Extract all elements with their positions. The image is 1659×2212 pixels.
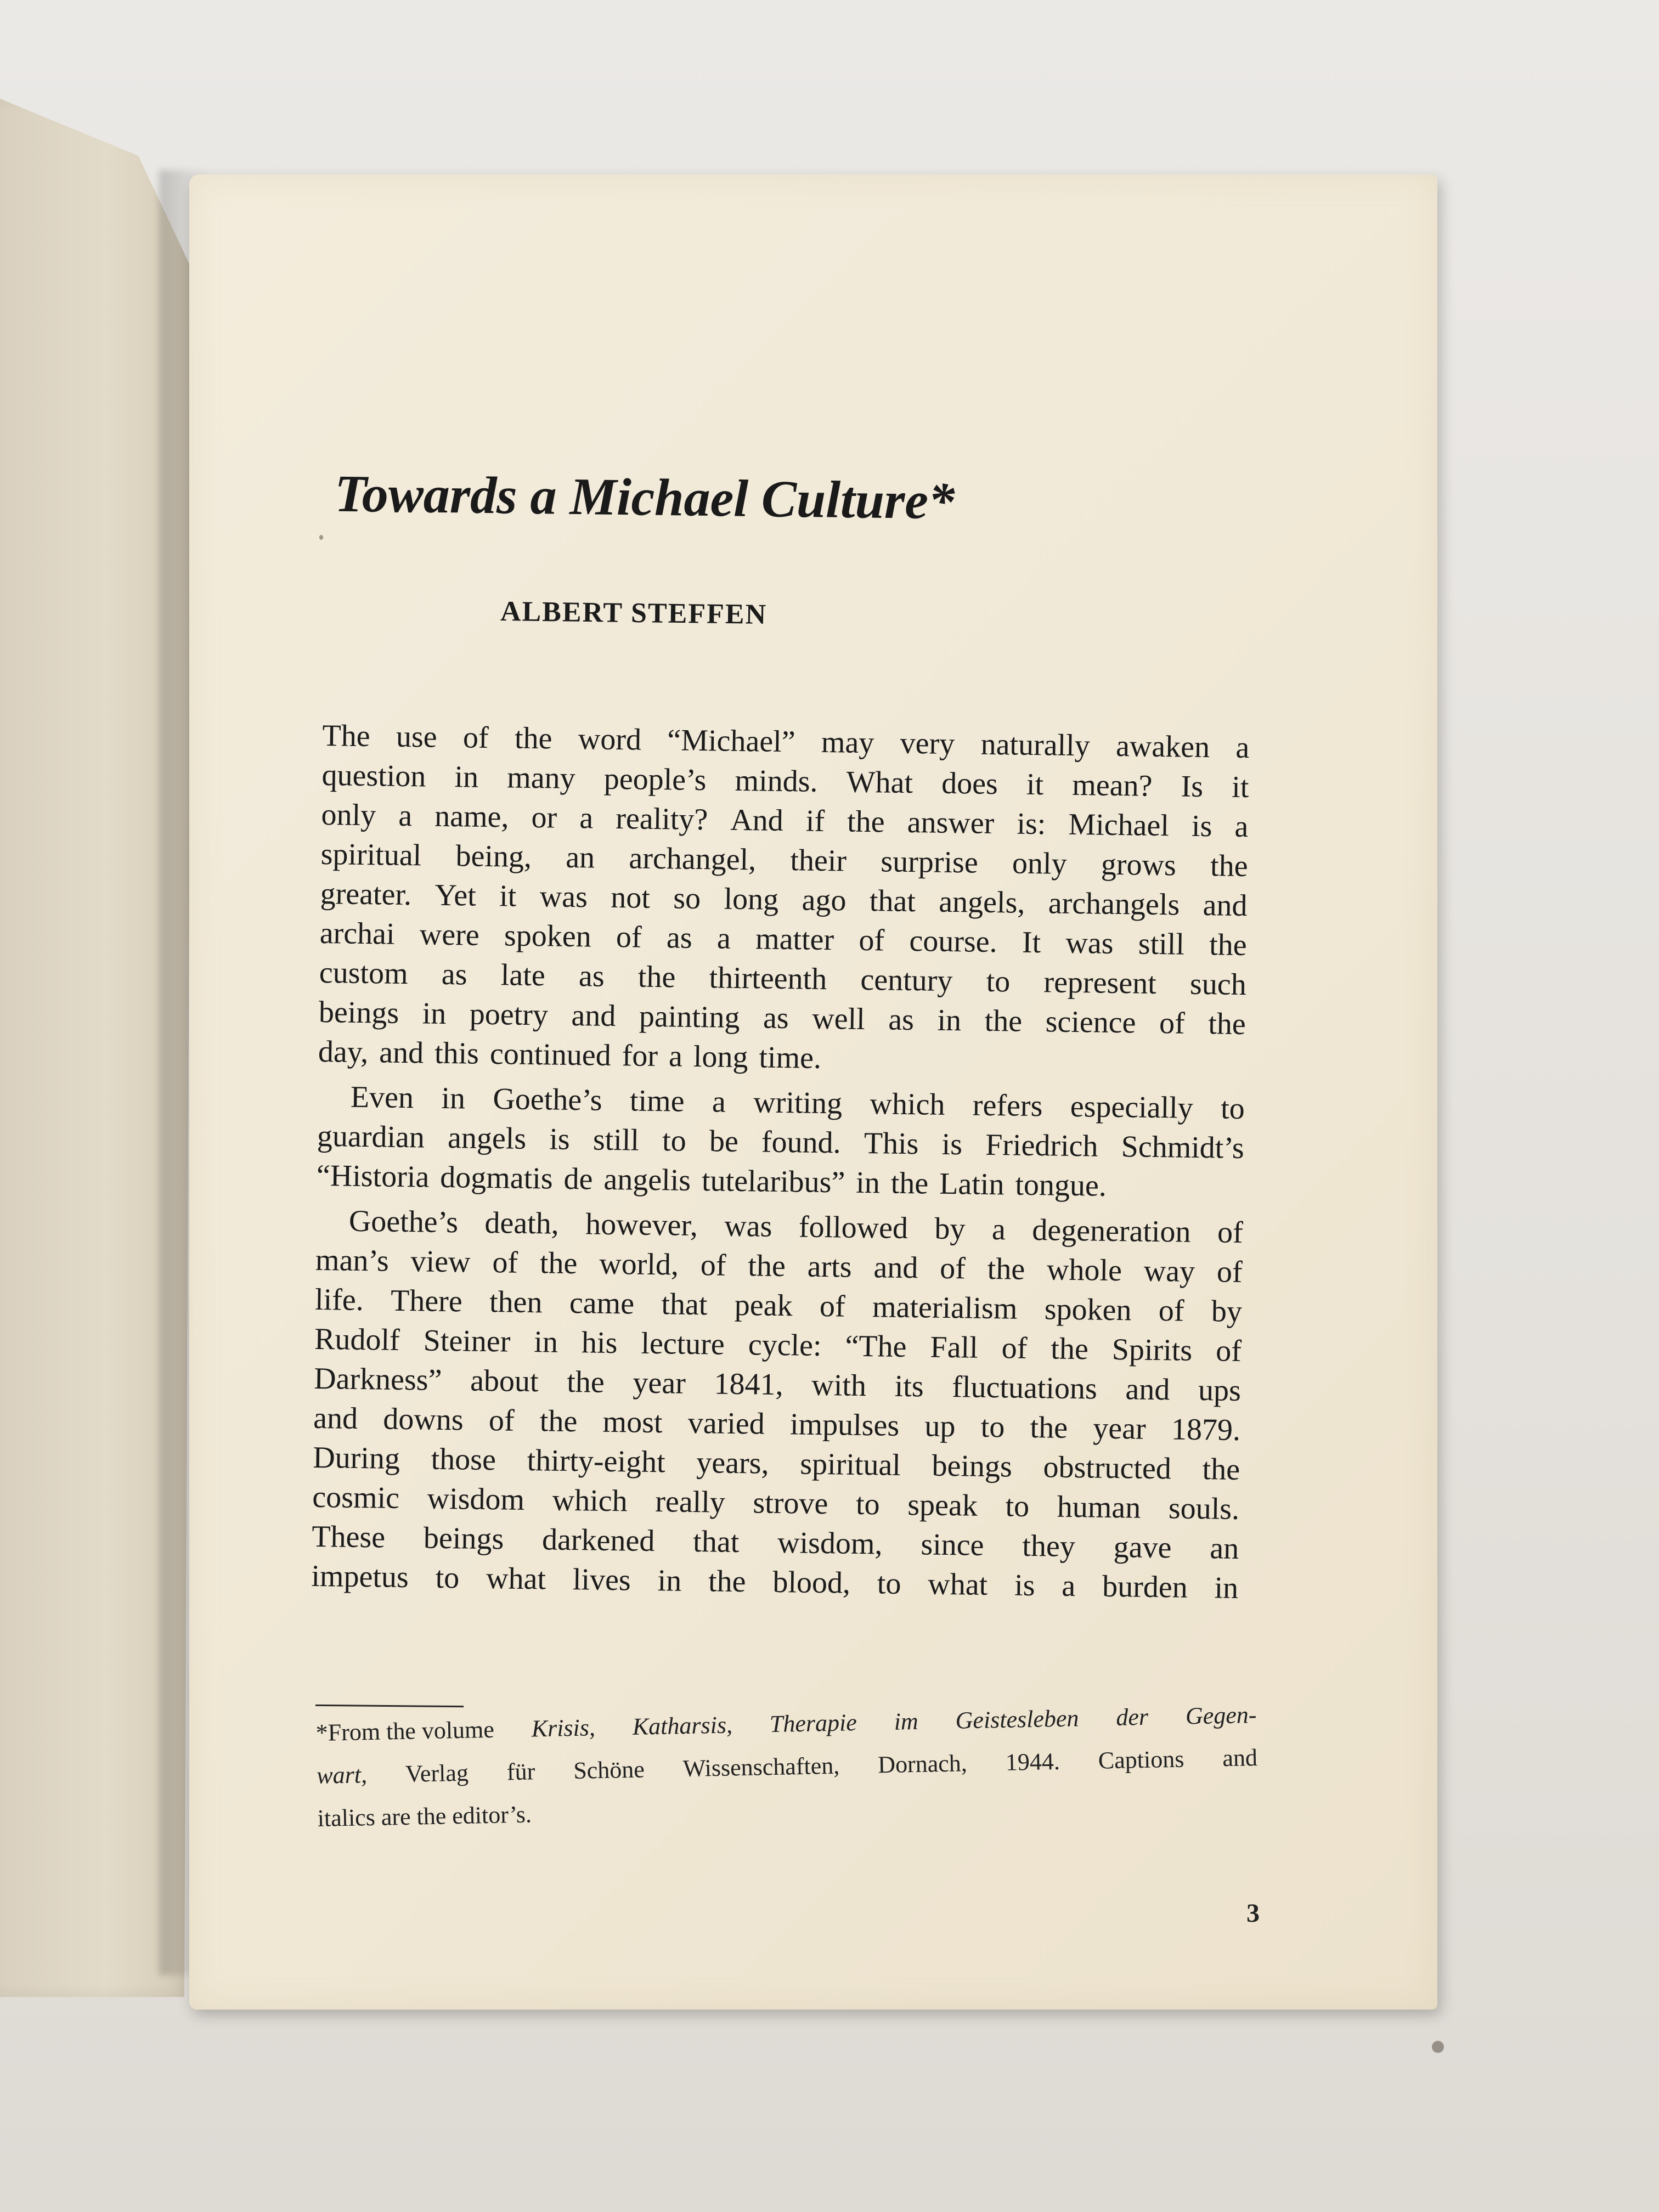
word: answer	[907, 805, 995, 841]
word: what	[927, 1567, 988, 1602]
article-title: Towards a Michael Culture*	[334, 464, 955, 531]
word: word	[578, 722, 642, 757]
word: to	[986, 964, 1011, 999]
word: and	[873, 1250, 918, 1285]
word: represent	[1043, 965, 1157, 1001]
word: the	[637, 960, 676, 995]
word: to	[855, 1487, 881, 1522]
word: And	[730, 803, 784, 838]
word: still	[1138, 927, 1185, 962]
word: was	[1065, 926, 1114, 961]
footnote-word: Wissenschaften,	[682, 1752, 840, 1782]
word: as	[441, 957, 467, 992]
word: of	[819, 1289, 846, 1324]
word: a	[716, 921, 731, 956]
word: refers	[972, 1088, 1043, 1124]
word: is	[1191, 809, 1212, 844]
word: then	[489, 1285, 543, 1320]
word: Fall	[930, 1330, 979, 1365]
footnote-word: 1944.	[1005, 1747, 1060, 1776]
word: Goethe’s	[493, 1082, 602, 1118]
word: people’s	[603, 761, 707, 798]
word: “The	[845, 1329, 907, 1364]
word: its	[894, 1369, 924, 1404]
word: wisdom	[427, 1481, 525, 1517]
word: souls.	[1168, 1491, 1240, 1526]
word: day,	[318, 1034, 369, 1070]
word: the	[1202, 1452, 1240, 1487]
word: well	[811, 1001, 866, 1036]
footnote-word: Dornach,	[877, 1750, 968, 1779]
word: cosmic	[312, 1480, 400, 1515]
word: to	[435, 1560, 460, 1595]
word: the	[890, 1166, 929, 1201]
word: years,	[696, 1446, 769, 1481]
word: the	[566, 1364, 605, 1400]
word: in	[1214, 1571, 1239, 1605]
word: Spirits	[1111, 1332, 1193, 1368]
word: the	[1209, 928, 1248, 963]
word: time.	[759, 1040, 822, 1075]
footnote-italic-end: wart,	[316, 1761, 368, 1789]
word: that	[869, 884, 916, 919]
author-name: ALBERT STEFFEN	[500, 596, 768, 630]
word: ago	[802, 883, 847, 918]
word: time	[629, 1084, 685, 1119]
word: darkened	[541, 1522, 655, 1559]
word: lives	[572, 1562, 631, 1598]
word: spoken	[1044, 1292, 1132, 1328]
word: spiritual	[320, 837, 422, 873]
word: very	[900, 726, 955, 761]
word: cycle:	[748, 1328, 822, 1363]
word: if	[805, 804, 825, 838]
word: blood,	[772, 1565, 851, 1600]
speck	[319, 535, 323, 540]
word: however,	[585, 1207, 698, 1243]
word: materialism	[872, 1290, 1018, 1326]
word: custom	[319, 955, 409, 991]
word: it	[499, 879, 517, 913]
word: a	[712, 1085, 726, 1119]
word: thirteenth	[709, 961, 827, 997]
word: the	[1051, 1331, 1089, 1367]
word: it	[1026, 767, 1044, 802]
word: to	[877, 1566, 901, 1601]
word: view	[410, 1244, 471, 1279]
word: What	[846, 765, 913, 800]
word: the	[514, 721, 552, 756]
word: to	[1005, 1489, 1030, 1523]
word: of	[616, 920, 642, 955]
word: whole	[1046, 1252, 1122, 1288]
word: world,	[599, 1246, 679, 1282]
word: be	[709, 1124, 739, 1159]
footnote-word: and	[1222, 1744, 1258, 1772]
word: in	[422, 996, 447, 1031]
word: angelis	[603, 1162, 691, 1198]
word: for	[622, 1039, 658, 1074]
word: These	[312, 1519, 386, 1555]
word: beings	[423, 1521, 504, 1556]
word: There	[390, 1283, 463, 1319]
word: in	[657, 1564, 682, 1598]
word: is	[1014, 1568, 1035, 1603]
word: burden	[1102, 1569, 1188, 1605]
word: really	[654, 1485, 726, 1520]
word: peak	[734, 1288, 793, 1323]
word: and	[1203, 888, 1248, 923]
word: does	[941, 766, 998, 802]
word: grows	[1101, 847, 1177, 883]
word: continued	[489, 1037, 612, 1073]
word: “Michael”	[667, 723, 795, 759]
word: especially	[1070, 1089, 1194, 1125]
word: strove	[753, 1486, 828, 1521]
footnote-italic-word: Geistesleben	[955, 1705, 1079, 1734]
word: to	[662, 1124, 687, 1158]
word: science	[1045, 1005, 1136, 1040]
word: the	[539, 1404, 578, 1439]
word: a	[668, 1039, 683, 1074]
word: poetry	[469, 997, 549, 1032]
word: only	[321, 797, 376, 833]
word: During	[312, 1440, 400, 1476]
word: which	[552, 1483, 628, 1519]
word: late	[500, 958, 546, 993]
word: impulses	[789, 1407, 900, 1443]
word: century	[860, 962, 953, 998]
word: 1879.	[1171, 1412, 1241, 1448]
word: a	[1234, 809, 1249, 844]
word: course.	[909, 924, 998, 960]
word: human	[1057, 1489, 1141, 1525]
word: dogmatis	[439, 1160, 554, 1196]
word: lecture	[641, 1326, 725, 1362]
word: that	[661, 1287, 708, 1322]
word: of	[488, 1403, 515, 1438]
word: The	[322, 718, 370, 754]
word: wisdom,	[777, 1525, 883, 1561]
word: by	[1211, 1294, 1243, 1329]
word: the	[984, 1003, 1023, 1039]
word: being,	[455, 839, 532, 874]
word: ups	[1198, 1373, 1242, 1408]
word: Darkness”	[313, 1361, 442, 1397]
word: was	[724, 1209, 772, 1244]
word: found.	[761, 1125, 842, 1160]
word: not	[610, 880, 651, 915]
word: of	[462, 720, 489, 755]
word: a	[991, 1212, 1006, 1247]
word: of	[1158, 1294, 1184, 1328]
word: the	[708, 1564, 746, 1599]
word: angels,	[938, 884, 1025, 920]
word: spiritual	[799, 1447, 901, 1482]
word: beings	[932, 1448, 1013, 1484]
word: what	[486, 1561, 546, 1596]
word: in	[454, 760, 479, 794]
speck	[1432, 2041, 1444, 2053]
word: use	[396, 719, 438, 754]
word: the	[1030, 1410, 1068, 1445]
word: name,	[434, 799, 509, 834]
word: his	[581, 1325, 618, 1361]
word: way	[1143, 1254, 1195, 1289]
word: an	[565, 840, 595, 875]
word: and	[313, 1401, 358, 1436]
word: year	[633, 1365, 686, 1401]
word: about	[470, 1363, 539, 1399]
word: awaken	[1115, 729, 1210, 765]
word: and	[571, 998, 616, 1034]
word: were	[419, 917, 480, 952]
page-number: 3	[1246, 1899, 1260, 1928]
word: minds.	[735, 763, 818, 799]
word: tongue.	[1015, 1167, 1107, 1203]
word: such	[1189, 967, 1247, 1002]
word: Friedrich	[985, 1127, 1098, 1164]
word: greater.	[320, 876, 412, 912]
word: painting	[639, 999, 740, 1035]
footnote-italic-word: Katharsis,	[632, 1711, 733, 1740]
word: followed	[798, 1210, 909, 1246]
word: so	[673, 881, 701, 916]
word: to	[980, 1409, 1005, 1444]
footnote-word: Schöne	[573, 1756, 645, 1784]
word: of	[1001, 1331, 1028, 1365]
word: as	[578, 959, 605, 994]
word: degeneration	[1031, 1213, 1191, 1249]
word: still	[592, 1122, 640, 1158]
word: Is	[1181, 769, 1204, 804]
word: naturally	[980, 727, 1091, 763]
word: of	[939, 1251, 966, 1286]
word: in	[937, 1003, 962, 1038]
word: man’s	[315, 1243, 390, 1278]
word: year	[1092, 1411, 1147, 1446]
word: only	[1012, 846, 1067, 881]
word: a	[579, 801, 594, 836]
word: death,	[484, 1205, 560, 1241]
footnote-italic-word: im	[894, 1707, 919, 1735]
word: as	[666, 921, 693, 955]
word: writing	[753, 1085, 843, 1121]
word: may	[821, 725, 874, 760]
word: This	[864, 1126, 919, 1161]
word: the	[539, 1246, 578, 1281]
word: in	[534, 1325, 558, 1359]
word: this	[434, 1036, 479, 1071]
word: guardian	[317, 1119, 425, 1155]
word: impetus	[311, 1559, 409, 1595]
word: “Historia	[316, 1158, 430, 1194]
footnote-word: Captions	[1098, 1745, 1184, 1774]
word: in	[441, 1081, 466, 1116]
word: of	[1216, 1255, 1243, 1290]
word: long	[693, 1039, 748, 1075]
word: it	[1231, 770, 1249, 805]
word: to	[1220, 1091, 1245, 1126]
word: reality?	[615, 802, 708, 837]
word: 1841,	[714, 1367, 784, 1402]
body-text	[311, 716, 1250, 1608]
word: since	[921, 1527, 984, 1562]
word: arts	[807, 1249, 852, 1284]
word: the	[847, 804, 885, 839]
footnote-tail: italics are the editor’s.	[317, 1801, 532, 1832]
word: of	[700, 1248, 726, 1283]
footnote	[315, 1694, 1259, 1840]
word: Steiner	[423, 1323, 511, 1359]
word: the	[987, 1251, 1025, 1286]
word: most	[602, 1404, 663, 1440]
word: that	[692, 1524, 740, 1560]
word: and	[379, 1035, 424, 1070]
word: long	[724, 882, 779, 917]
word: thirty-eight	[527, 1443, 666, 1480]
word: those	[431, 1442, 496, 1477]
word: archai	[319, 916, 395, 951]
word: archangels	[1048, 886, 1180, 922]
word: is	[941, 1127, 963, 1162]
word: matter	[755, 922, 834, 957]
word: was	[539, 879, 588, 915]
word: their	[790, 843, 847, 878]
word: life.	[314, 1282, 364, 1318]
word: as	[763, 1001, 789, 1036]
word: varied	[687, 1406, 765, 1441]
word: by	[934, 1211, 966, 1246]
word: fluctuations	[951, 1370, 1098, 1406]
footnote-italic-word: Krisis,	[531, 1714, 596, 1742]
word: a	[1235, 730, 1250, 765]
word: or	[531, 800, 557, 835]
word: question	[321, 758, 426, 794]
word: downs	[383, 1402, 464, 1437]
footnote-prefix: *From the volume	[315, 1716, 495, 1746]
word: of	[859, 923, 885, 958]
word: the	[1207, 1007, 1246, 1042]
word: surprise	[881, 844, 979, 880]
word: de	[563, 1161, 593, 1197]
footnote-italic-word: Therapie	[769, 1709, 857, 1738]
word: It	[1022, 925, 1041, 960]
word: with	[811, 1368, 867, 1403]
word: Goethe’s	[348, 1204, 459, 1240]
word: of	[1215, 1334, 1242, 1369]
word: Even	[350, 1080, 414, 1115]
footnote-italic-word: der	[1115, 1703, 1149, 1731]
word: they	[1022, 1528, 1076, 1564]
footnote-word: Verlag	[405, 1759, 469, 1787]
footnote-word: für	[506, 1758, 535, 1786]
word: which	[870, 1087, 945, 1122]
word: the	[1210, 849, 1248, 884]
word: obstructed	[1043, 1450, 1172, 1486]
word: the	[747, 1249, 786, 1284]
word: gave	[1113, 1530, 1172, 1565]
word: is:	[1017, 806, 1046, 842]
word: as	[888, 1002, 915, 1037]
word: beings	[318, 995, 399, 1030]
word: angels	[447, 1121, 527, 1156]
word: an	[1209, 1531, 1239, 1566]
word: of	[1159, 1006, 1186, 1041]
word: archangel,	[629, 841, 757, 877]
word: of	[492, 1245, 518, 1280]
word: in	[855, 1165, 881, 1200]
footnote-italic-word: Gegen-	[1185, 1701, 1257, 1730]
word: came	[569, 1285, 635, 1321]
word: Rudolf	[314, 1322, 400, 1357]
word: many	[506, 760, 576, 796]
word: Yet	[435, 878, 477, 913]
word: Michael	[1068, 807, 1170, 843]
word: Schmidt’s	[1121, 1130, 1245, 1166]
word: of	[1217, 1215, 1244, 1250]
word: tutelaribus”	[701, 1164, 845, 1200]
word: is	[549, 1122, 571, 1156]
word: and	[1125, 1372, 1170, 1407]
word: a	[398, 798, 413, 833]
word: Latin	[939, 1166, 1005, 1202]
word: mean?	[1071, 768, 1153, 803]
word: spoken	[504, 918, 592, 954]
word: up	[924, 1409, 956, 1444]
word: speak	[907, 1488, 978, 1523]
word: a	[1062, 1568, 1076, 1604]
